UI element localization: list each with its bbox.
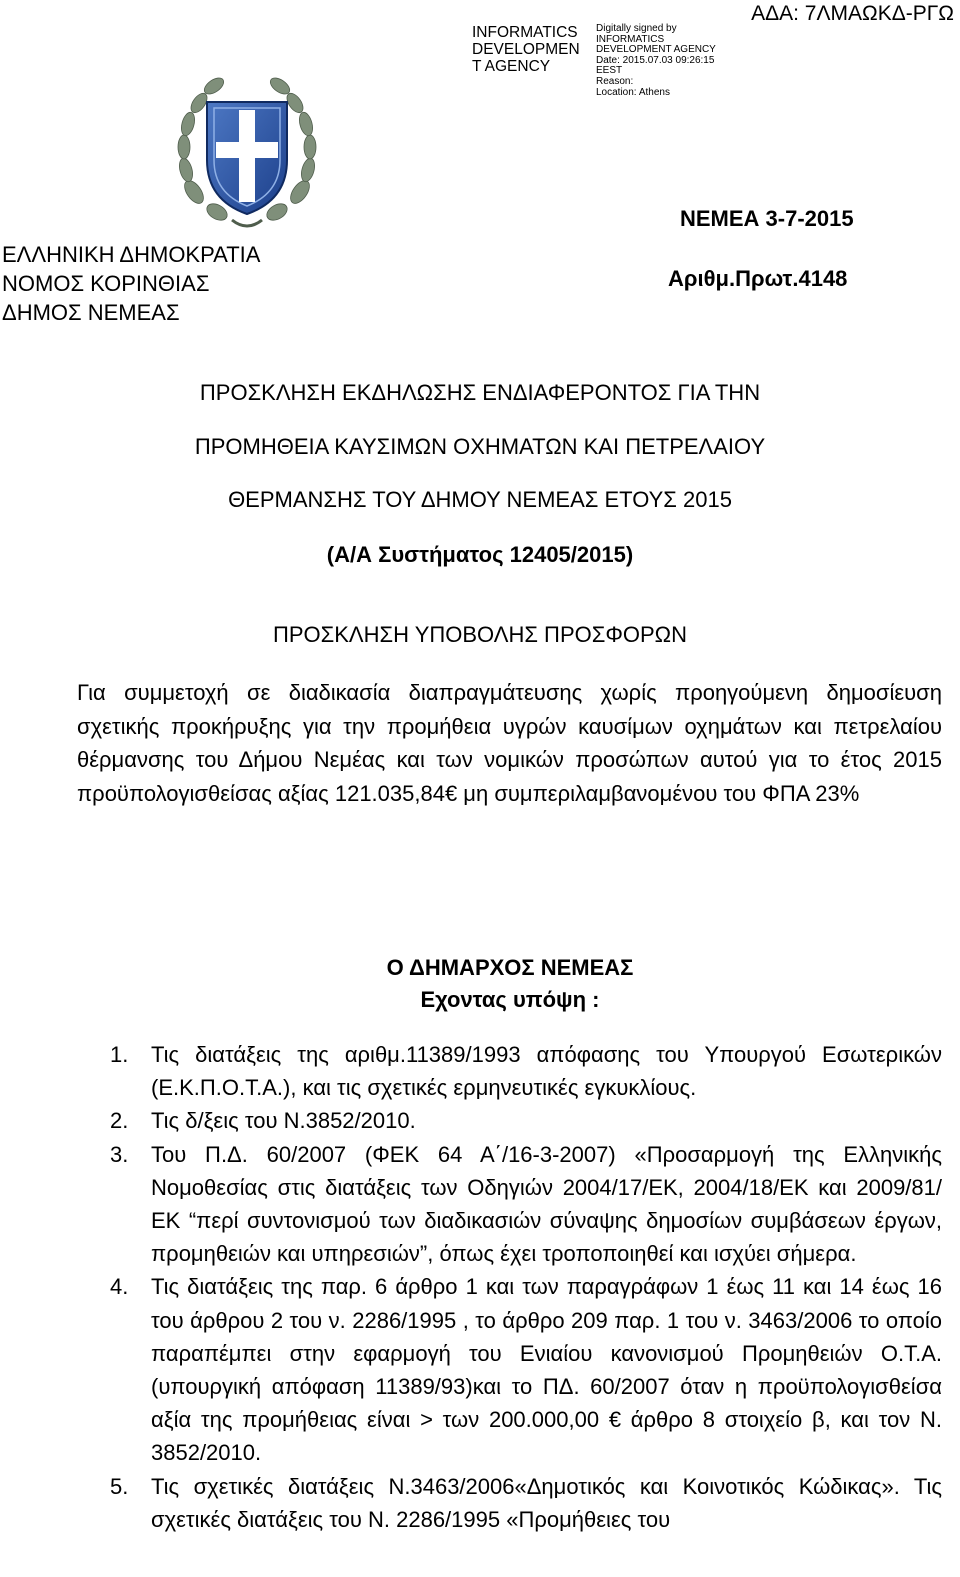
list-item (110, 1138, 942, 1271)
document-title-line: ΘΕΡΜΑΝΣΗΣ ΤΟΥ ΔΗΜΟΥ ΝΕΜΕΑΣ ΕΤΟΥΣ 2015 (228, 487, 732, 512)
signature-meta-line: DEVELOPMENT AGENCY (596, 44, 716, 56)
list-item-number: 4. (110, 1274, 129, 1300)
list-item-number: 5. (110, 1473, 129, 1499)
list-item-text: Τις διατάξεις της αριθμ.11389/1993 απόφασης του Υπουργού Εσωτερικών (Ε.Κ.Π.Ο.Τ.Α.), και τις σχετικές ερμηνευτικές εγκυκλίους. (151, 1042, 942, 1101)
mayor-block (0, 952, 960, 1016)
signature-details (596, 24, 716, 98)
list-item-text: Τις διατάξεις της παρ. 6 άρθρο 1 και των παραγράφων 1 έως 11 και 14 έως 16 του άρθρου 2 του ν. 2286/1995 , το άρθρο 209 παρ. 1 του ν. 3463/2006 το οποίο παραπέμπει στην εφαρμογή του Ενιαίου κανονισμού Προμηθειών Ο.Τ.Α. (υπουργική απόφαση 11389/93)και το ΠΔ. 60/2007 όταν η προϋπολογισθείσα αξία της προμήθειας είναι > των 200.000,00 € άρθρο 8 στοιχείο β, και τον Ν. 3852/2010. (151, 1274, 942, 1466)
list-item-number: 2. (110, 1108, 129, 1134)
signature-org-line: DEVELOPMEN (472, 41, 580, 58)
authority-line: ΕΛΛΗΝΙΚΗ ΔΗΜΟΚΡΑΤΙΑ (2, 242, 261, 267)
list-item (110, 1470, 942, 1536)
document-title-line: ΠΡΟΜΗΘΕΙΑ ΚΑΥΣΙΜΩΝ ΟΧΗΜΑΤΩΝ ΚΑΙ ΠΕΤΡΕΛΑΙΟΥ (194, 434, 766, 459)
document-title-line: ΠΡΟΣΚΛΗΣΗ ΕΚΔΗΛΩΣΗΣ ΕΝΔΙΑΦΕΡΟΝΤΟΣ ΓΙΑ ΤΗΝ (199, 380, 761, 405)
authority-line: ΝΟΜΟΣ ΚΟΡΙΝΘΙΑΣ (2, 271, 210, 296)
list-item (110, 1104, 942, 1137)
system-reference: (Α/Α Συστήματος 12405/2015) (326, 542, 634, 567)
signature-meta-line: Date: 2015.07.03 09:26:15 (596, 54, 715, 66)
authority-line: ΔΗΜΟΣ ΝΕΜΕΑΣ (2, 300, 180, 325)
call-for-offers-heading: ΠΡΟΣΚΛΗΣΗ ΥΠΟΒΟΛΗΣ ΠΡΟΣΦΟΡΩΝ (272, 622, 688, 647)
protocol-number: Αριθμ.Πρωτ.4148 (668, 266, 848, 291)
signature-meta-line: Digitally signed by (596, 23, 677, 34)
greek-coat-of-arms-icon (172, 72, 322, 232)
list-item-number: 1. (110, 1042, 129, 1067)
considering-heading: Εχοντας υπόψη : (420, 987, 600, 1012)
signature-meta-line: Reason: (596, 75, 634, 87)
signature-org-line: INFORMATICS (472, 24, 578, 41)
list-item (110, 1270, 942, 1469)
ada-code: ΑΔΑ: 7ΛΜΑΩΚΔ-ΡΓΩ (751, 2, 954, 25)
list-item (110, 1038, 942, 1104)
list-item-text: Του Π.Δ. 60/2007 (ΦΕΚ 64 Α΄/16-3-2007) «Προσαρμογή της Ελληνικής Νομοθεσίας στις διατάξεις των Οδηγιών 2004/17/ΕΚ, 2004/18/ΕΚ και 2009/81/ΕΚ “περί συντονισμού των διαδικασιών σύναψης δημοσίων συμβάσεων έργων, προμηθειών και υπηρεσιών”, όπως έχει τροποποιηθεί και ισχύει σήμερα. (151, 1141, 942, 1267)
list-item-text: Τις σχετικές διατάξεις Ν.3463/2006«Δημοτικός και Κοινοτικός Κώδικας». Τις σχετικές διατάξεις του Ν. 2286/1995 «Προμήθειες του (151, 1473, 942, 1532)
signature-meta-line: EEST (596, 65, 623, 77)
signature-organization (472, 24, 580, 75)
signature-meta-line: INFORMATICS (596, 33, 665, 45)
intro-paragraph: Για συμμετοχή σε διαδικασία διαπραγμάτευσης χωρίς προηγούμενη δημοσίευση σχετικής προκήρυξης για την προμήθεια υγρών καυσίμων οχημάτων και πετρελαίου θέρμανσης του Δήμου Νεμέας και των νομικών προσώπων αυτού για το έτος 2015 προϋπολογισθείσας αξίας 121.035,84€ μη συμπεριλαμβανομένου του ΦΠΑ 23% (77, 680, 942, 806)
signature-org-line: T AGENCY (472, 58, 551, 75)
issuing-authority (2, 240, 260, 327)
list-item-text: Τις δ/ξεις του Ν.3852/2010. (151, 1108, 416, 1134)
list-item-number: 3. (110, 1141, 129, 1167)
mayor-title: Ο ΔΗΜΑΡΧΟΣ ΝΕΜΕΑΣ (386, 955, 634, 980)
emblem-graphic (172, 72, 322, 232)
considerations-list (110, 1038, 942, 1536)
place-and-date: ΝΕΜΕΑ 3-7-2015 (680, 206, 854, 231)
signature-meta-line: Location: Athens (596, 86, 670, 98)
